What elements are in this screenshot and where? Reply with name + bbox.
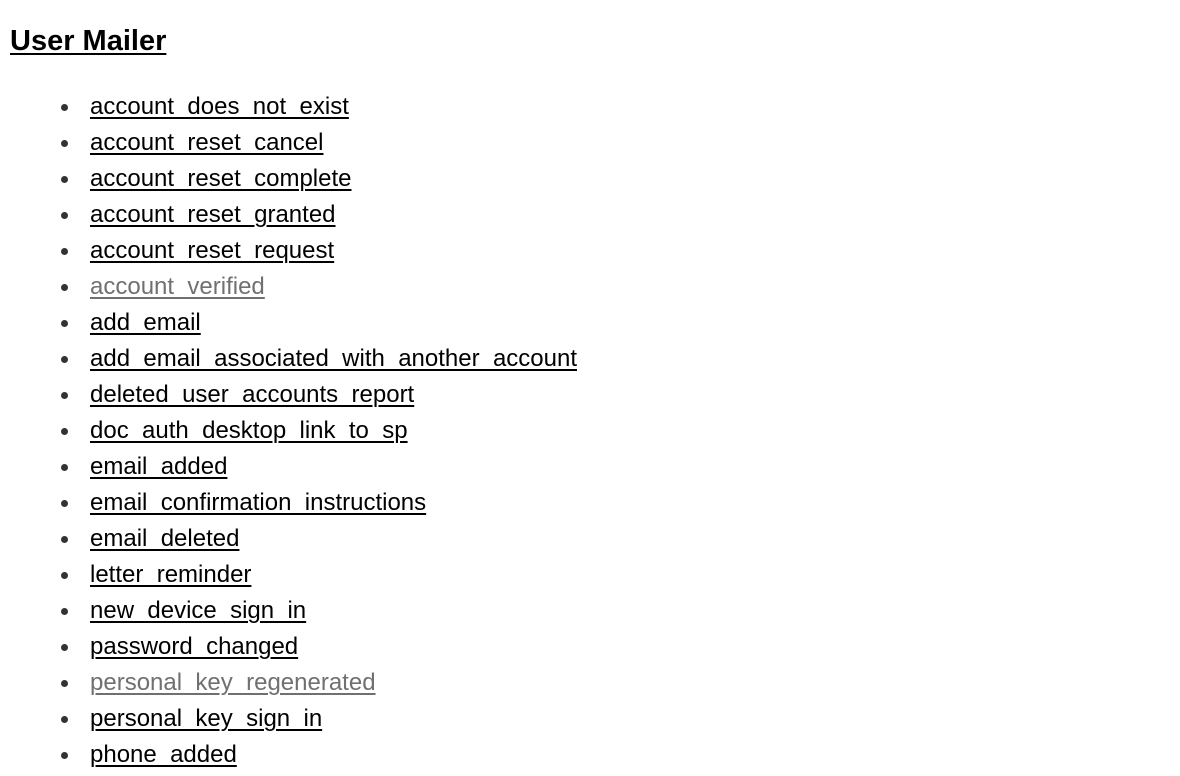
bullet-icon bbox=[61, 248, 68, 255]
mailer-link[interactable]: letter_reminder bbox=[90, 561, 252, 588]
mailer-link[interactable]: deleted_user_accounts_report bbox=[90, 381, 415, 408]
bullet-icon bbox=[61, 644, 68, 651]
bullet-icon bbox=[61, 392, 68, 399]
list-item bbox=[90, 233, 577, 269]
bullet-icon bbox=[61, 176, 68, 183]
mailer-link[interactable]: email_deleted bbox=[90, 525, 240, 552]
list-item bbox=[90, 521, 577, 557]
list-item bbox=[90, 161, 577, 197]
list-item bbox=[90, 377, 577, 413]
mailer-preview-list bbox=[0, 89, 577, 773]
mailer-link[interactable]: add_email bbox=[90, 309, 201, 336]
bullet-icon bbox=[61, 608, 68, 615]
bullet-icon bbox=[61, 680, 68, 687]
mailer-link[interactable]: personal_key_regenerated bbox=[90, 669, 376, 696]
mailer-link[interactable]: personal_key_sign_in bbox=[90, 705, 323, 732]
mailer-link[interactable]: new_device_sign_in bbox=[90, 597, 307, 624]
list-item bbox=[90, 449, 577, 485]
bullet-icon bbox=[61, 428, 68, 435]
mailer-link[interactable]: account_reset_cancel bbox=[90, 129, 324, 156]
list-item bbox=[90, 305, 577, 341]
list-item bbox=[90, 341, 577, 377]
list-item bbox=[90, 197, 577, 233]
mailer-link[interactable]: doc_auth_desktop_link_to_sp bbox=[90, 417, 408, 444]
mailer-link[interactable]: password_changed bbox=[90, 633, 299, 660]
bullet-icon bbox=[61, 500, 68, 507]
mailer-link[interactable]: account_reset_request bbox=[90, 237, 335, 264]
list-item bbox=[90, 701, 577, 737]
mailer-link[interactable]: account_reset_granted bbox=[90, 201, 336, 228]
mailer-link[interactable]: phone_added bbox=[90, 741, 237, 768]
list-item bbox=[90, 413, 577, 449]
bullet-icon bbox=[61, 284, 68, 291]
list-item bbox=[90, 593, 577, 629]
bullet-icon bbox=[61, 752, 68, 759]
bullet-icon bbox=[61, 140, 68, 147]
list-item bbox=[90, 629, 577, 665]
mailer-link[interactable]: add_email_associated_with_another_account bbox=[90, 345, 578, 372]
mailer-link[interactable]: account_does_not_exist bbox=[90, 93, 349, 120]
list-item bbox=[90, 89, 577, 125]
bullet-icon bbox=[61, 536, 68, 543]
mailer-link[interactable]: account_reset_complete bbox=[90, 165, 352, 192]
bullet-icon bbox=[61, 212, 68, 219]
list-item bbox=[90, 125, 577, 161]
page-title: User Mailer bbox=[10, 25, 167, 57]
list-item bbox=[90, 269, 577, 305]
bullet-icon bbox=[61, 320, 68, 327]
list-item bbox=[90, 737, 577, 773]
bullet-icon bbox=[61, 572, 68, 579]
list-item bbox=[90, 485, 577, 521]
mailer-link[interactable]: email_confirmation_instructions bbox=[90, 489, 427, 516]
list-item bbox=[90, 665, 577, 701]
mailer-link[interactable]: account_verified bbox=[90, 273, 265, 300]
bullet-icon bbox=[61, 464, 68, 471]
list-item bbox=[90, 557, 577, 593]
mailer-link[interactable]: email_added bbox=[90, 453, 228, 480]
bullet-icon bbox=[61, 356, 68, 363]
bullet-icon bbox=[61, 104, 68, 111]
bullet-icon bbox=[61, 716, 68, 723]
